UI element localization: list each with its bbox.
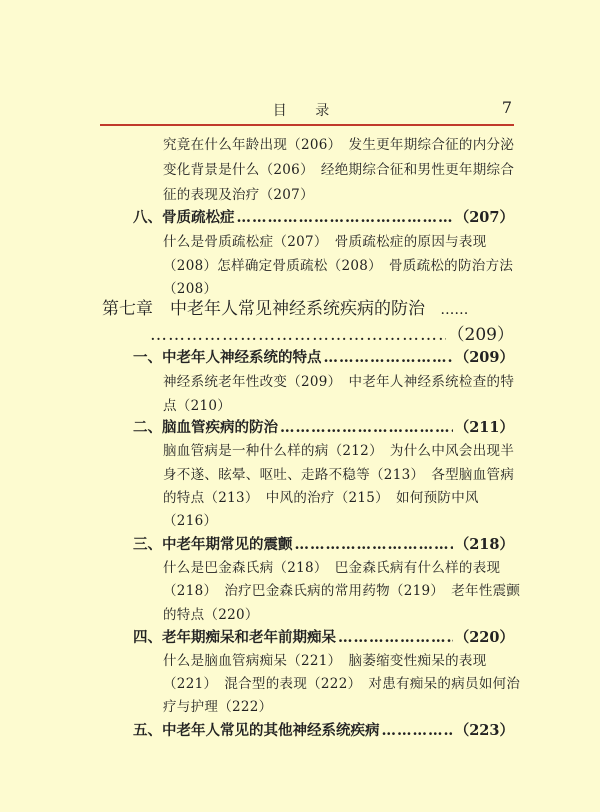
- toc-section-page: （211）: [454, 419, 514, 436]
- toc-section-entry[interactable]: [133, 719, 514, 740]
- toc-subtopic-line: 脑血管病是一种什么样的病（212） 为什么中风会出现半: [163, 443, 515, 459]
- toc-subtopic-line: 疗与护理（222）: [163, 699, 273, 715]
- toc-section-page: （209）: [454, 349, 514, 366]
- leader-dots: ……: [440, 302, 469, 318]
- leader-dots: [237, 209, 453, 226]
- toc-subtopic-line: 的特点（220）: [163, 607, 259, 623]
- toc-section-entry[interactable]: [133, 206, 514, 227]
- toc-section-title: 二、脑血管疾病的防治: [133, 419, 278, 436]
- toc-section-title: 八、骨质疏松症: [133, 209, 235, 226]
- leader-dots: [338, 629, 453, 646]
- toc-subtopic-line: （218） 治疗巴金森氏病的常用药物（219） 老年性震颤: [163, 583, 521, 599]
- toc-chapter-title: 第七章 中老年人常见神经系统疾病的防治: [102, 299, 425, 319]
- toc-chapter-page: （209）: [447, 325, 514, 345]
- toc-subtopic-line: （216）: [163, 513, 218, 529]
- leader-dots: [150, 325, 446, 345]
- header-divider: [100, 124, 514, 126]
- toc-section-page: （223）: [454, 722, 514, 739]
- toc-section-entry[interactable]: [133, 626, 514, 647]
- toc-section-entry[interactable]: [133, 346, 514, 367]
- toc-section-page: （218）: [454, 536, 514, 553]
- toc-subtopic-line: 征的表现及治疗（207）: [163, 187, 314, 203]
- toc-subtopic-line: （208）怎样确定骨质疏松（208） 骨质疏松的防治方法: [163, 258, 514, 274]
- toc-subtopic-line: 的特点（213） 中风的治疗（215） 如何预防中风: [163, 490, 479, 506]
- toc-subtopic-line: 什么是巴金森氏病（218） 巴金森氏病有什么样的表现: [163, 560, 501, 576]
- leader-dots: [324, 349, 453, 366]
- toc-section-title: 五、中老年人常见的其他神经系统疾病: [133, 722, 380, 739]
- toc-subtopic-line: 神经系统老年性改变（209） 中老年人神经系统检查的特: [163, 374, 515, 390]
- toc-subtopic-line: 点（210）: [163, 398, 232, 414]
- leader-dots: [280, 419, 453, 436]
- toc-subtopic-line: （221） 混合型的表现（222） 对患有痴呆的病员如何治: [163, 676, 521, 692]
- toc-subtopic-line: （208）: [163, 281, 218, 297]
- page-header: [100, 98, 514, 122]
- toc-section-title: 三、中老年期常见的震颤: [133, 536, 293, 553]
- toc-section-title: 一、中老年人神经系统的特点: [133, 349, 322, 366]
- toc-section-entry[interactable]: [133, 533, 514, 554]
- page-number: 7: [501, 98, 512, 117]
- toc-section-page: （207）: [454, 209, 514, 226]
- toc-section-page: （220）: [454, 629, 514, 646]
- toc-chapter-entry[interactable]: [102, 294, 516, 319]
- toc-subtopic-line: 变化背景是什么（206） 经绝期综合征和男性更年期综合: [163, 162, 515, 178]
- toc-subtopic-line: 什么是脑血管病痴呆（221） 脑萎缩变性痴呆的表现: [163, 653, 487, 669]
- toc-subtopic-line: 究竟在什么年龄出现（206） 发生更年期综合征的内分泌: [163, 137, 515, 153]
- leader-dots: [295, 536, 453, 553]
- toc-chapter-page-line: [148, 320, 514, 345]
- toc-section-entry[interactable]: [133, 416, 514, 437]
- toc-section-title: 四、老年期痴呆和老年前期痴呆: [133, 629, 336, 646]
- running-title: 目 录: [272, 103, 342, 119]
- toc-subtopic-line: 身不遂、眩晕、呕吐、走路不稳等（213） 各型脑血管病: [163, 467, 515, 483]
- leader-dots: [382, 722, 453, 739]
- toc-subtopic-line: 什么是骨质疏松症（207） 骨质疏松症的原因与表现: [163, 234, 487, 250]
